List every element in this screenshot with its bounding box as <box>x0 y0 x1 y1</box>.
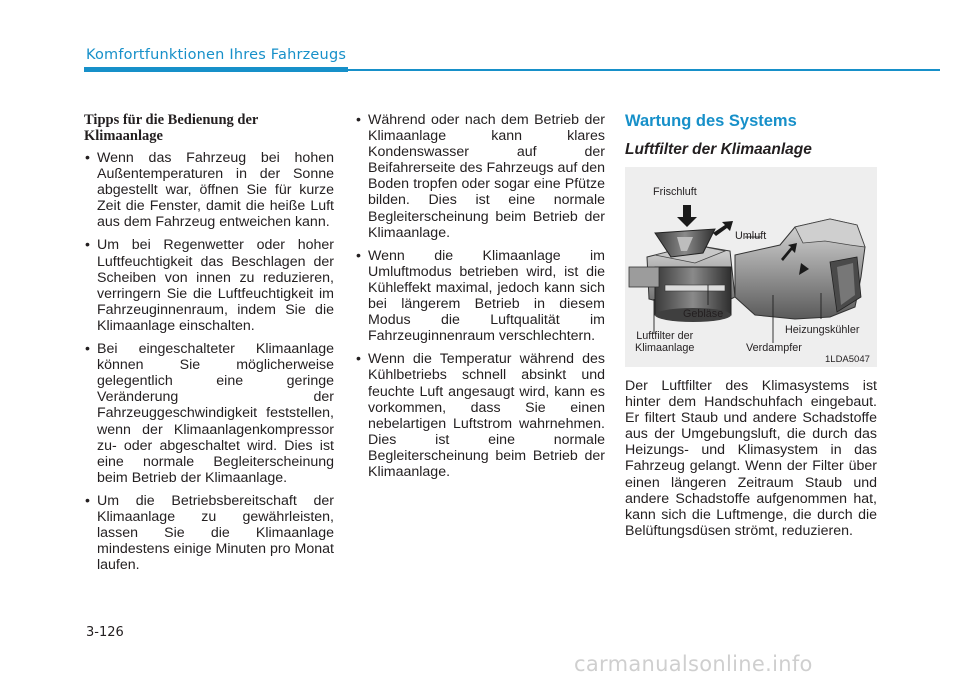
section-header-title: Komfortfunktionen Ihres Fahrzeugs <box>86 47 347 63</box>
figure-code: 1LDA5047 <box>825 354 870 365</box>
tips-heading: Tipps für die Bedienung der Klimaanlage <box>84 112 259 144</box>
list-item: • Wenn die Klimaanlage im Umluftmodus betrieben wird, ist die Kühleffekt maximal, jedoch kann sich bei längerem Betrieb in diesem Modus die Luftqualität im Fahrzeuginnenraum verschlechtern. <box>356 247 605 345</box>
air-filter-diagram <box>625 167 877 367</box>
tips-list-continued <box>355 112 605 480</box>
label-frischluft: Frischluft <box>653 186 697 198</box>
label-heizungskuehler: Heizungskühler <box>785 324 860 336</box>
label-luftfilter-line2: Klimaanlage <box>635 341 695 354</box>
label-luftfilter <box>635 331 694 354</box>
label-verdampfer: Verdampfer <box>746 342 802 354</box>
page-number: 3-126 <box>86 625 124 640</box>
list-item: • Während oder nach dem Betrieb der Klimaanlage kann klares Kondenswasser auf der Beifahrerseite des Fahrzeugs auf den Boden tropfen oder sogar eine Pfütze bilden. Dies ist eine normale Begleiterscheinung beim Betrieb der Klimaanlage. <box>356 112 605 241</box>
middle-column <box>355 112 605 487</box>
list-item: • Bei eingeschalteter Klimaanlage können Sie möglicherweise gelegentlich eine geringe Veränderung der Fahrzeuggeschwindigkeit feststellen, wenn der Klimaanlagenkompressor zu- oder abgeschaltet wird. Dies ist eine normale Begleiterscheinung beim Betrieb der Klimaanlage. <box>85 341 334 486</box>
list-item: • Wenn das Fahrzeug bei hohen Außentemperaturen in der Sonne abgestellt war, öffnen Sie für kurze Zeit die Fenster, damit die heiße Luft aus dem Fahrzeug entweichen kann. <box>85 150 334 231</box>
header-rule <box>348 69 940 71</box>
list-item: • Wenn die Temperatur während des Kühlbetriebs schnell absinkt und feuchte Luft angesaugt wird, kann es vorkommen, dass Sie einen nebelartigen Luftstrom wahrnehmen. Dies ist eine normale Begleiterscheinung beim Betrieb der Klimaanlage. <box>356 351 605 480</box>
filter-description: Der Luftfilter des Klimasystems ist hinter dem Handschuhfach eingebaut. Er filtert Staub und andere Schadstoffe aus der Umgebungsluft, die durch das Heizungs- und Klimasystem in das Fahrzeug gelangt. Wenn der Filter über einen längeren Zeitraum Staub und andere Schadstoffe aufgenommen hat, kann sich die Luftmenge, die durch die Belüftungsdüsen strömt, reduzieren. <box>625 378 877 539</box>
watermark: carmanualsonline.info <box>574 652 813 676</box>
right-column <box>625 112 877 539</box>
list-item: • Um die Betriebsbereitschaft der Klimaanlage zu gewährleisten, lassen Sie die Klimaanlage mindestens einige Minuten pro Monat laufen. <box>85 492 334 574</box>
label-geblaese: Gebläse <box>683 308 724 320</box>
label-luftfilter-line1: Luftfilter der <box>636 330 694 342</box>
label-umluft: Umluft <box>735 230 767 242</box>
subsection-title: Luftfilter der Klimaanlage <box>625 141 812 158</box>
tips-list <box>84 150 334 573</box>
header-accent-bar <box>84 67 348 72</box>
list-item: • Um bei Regenwetter oder hoher Luftfeuchtigkeit das Beschlagen der Scheiben von innen zu reduzieren, verringern Sie die Luftfeuchtigkeit im Fahrzeuginnenraum, indem Sie die Klimaanlage einschalten. <box>85 237 334 334</box>
section-title: Wartung des Systems <box>625 112 797 130</box>
left-column <box>84 112 334 580</box>
